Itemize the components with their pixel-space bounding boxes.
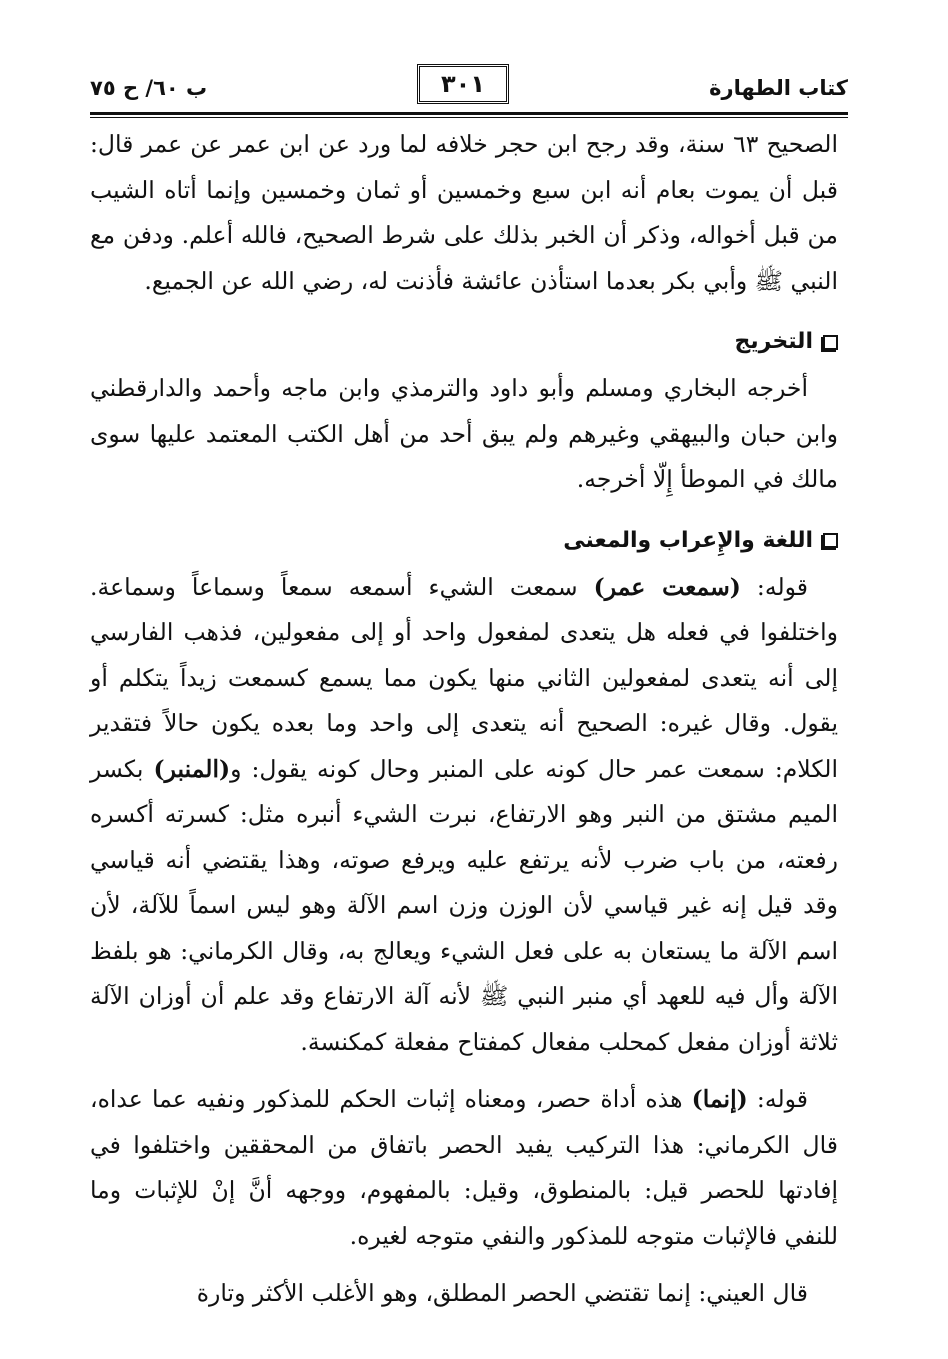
text-run: قوله: bbox=[740, 572, 808, 601]
paragraph-3 bbox=[90, 565, 838, 1066]
header-rule-thin bbox=[90, 117, 848, 118]
text-run: بكسر الميم مشتق من النبر وهو الارتفاع، نبرت الشيء أنبره مثل: كسرته أكسره رفعته، من باب ضرب لأنه يرتفع عليه ويرفع صوته، وهذا يقتضي أنه قياسي وقد قيل إنه غير قياسي لأن الوزن وزن اسم الآلة وهو ليس اسماً للآلة، لأن اسم الآلة ما يستعان به على فعل الشيء ويعالج به، وقال الكرماني: هو بلفظ الآلة وأل فيه للعهد أي منبر النبي ﷺ لأنه آلة الارتفاع وقد علم أن أوزان الآلة ثلاثة أوزان مفعل كمحلب مفعال كمفتاح مفعلة كمكنسة. bbox=[90, 754, 838, 1056]
page-number: ٣٠١ bbox=[417, 64, 509, 104]
bold-term: (سمعت عمر) bbox=[593, 572, 741, 601]
text-run: سمعت الشيء أسمعه سمعاً وسماعاً وسماعة. واختلفوا في فعله هل يتعدى لمفعول واحد أو إلى مفعولين، فذهب الفارسي إلى أنه يتعدى لمفعولين الثاني منها يكون مما يسمع كسمعت زيداً يتكلم أو يقول. وقال غيره: الصحيح أنه يتعدى إلى واحد وما بعده يكون حالاً فتقدير الكلام: سمعت عمر حال كونه على المنبر وحال كونه يقول: و bbox=[90, 572, 838, 783]
section-heading-label: اللغة والإِعراب والمعنى bbox=[563, 527, 813, 553]
text-run: هذه أداة حصر، ومعناه إثبات الحكم للمذكور ونفيه عما عداه، قال الكرماني: هذا التركيب يفيد الحصر باتفاق من المحققين واختلفوا في إفادتها للحصر قيل: بالمنطوق، وقيل: بالمفهوم، ووجهه أنَّ إنْ للإثبات وما للنفي فالإثبات متوجه للمذكور والنفي متوجه لغيره. bbox=[90, 1085, 838, 1250]
header-rule-thick bbox=[90, 112, 848, 115]
paragraph-4 bbox=[90, 1077, 838, 1259]
paragraph-2: أخرجه البخاري ومسلم وأبو داود والترمذي وابن ماجه وأحمد والدارقطني وابن حبان والبيهقي وغيرهم ولم يبق أحد من أهل الكتب المعتمد عليها سوى مالك في الموطأ إِلّا أخرجه. bbox=[90, 374, 838, 493]
paragraph-1: الصحيح ٦٣ سنة، وقد رجح ابن حجر خلافه لما ورد عن ابن عمر عن عمر قال: قبل أن يموت بعام أنه ابن سبع وخمسين أو ثمان وخمسين وإنما أتاه الشيب من قبل أخواله، وذكر أن الخبر بذلك على شرط الصحيح، فالله أعلم. ودفن مع النبي ﷺ وأبي بكر بعدما استأذن عائشة فأذنت له، رضي الله عن الجميع. bbox=[90, 130, 838, 295]
bold-term: (إنما) bbox=[691, 1085, 748, 1113]
text-run: قوله: bbox=[747, 1085, 808, 1113]
section-heading-takhrij bbox=[90, 322, 838, 362]
chapter-reference: ب ٦٠/ ح ٧٥ bbox=[90, 76, 208, 100]
paragraph-5: قال العيني: إنما تقتضي الحصر المطلق، وهو الأغلب الأكثر وتارة bbox=[196, 1279, 808, 1307]
bold-term: (المنبر) bbox=[153, 754, 231, 783]
book-title: كتاب الطهارة bbox=[709, 76, 848, 100]
section-heading-lugha bbox=[90, 521, 838, 561]
checkbox-square-icon bbox=[823, 335, 838, 350]
checkbox-square-icon bbox=[823, 533, 838, 548]
section-heading-label: التخريج bbox=[734, 329, 813, 354]
page-body bbox=[90, 122, 838, 1317]
page-header bbox=[90, 64, 848, 110]
